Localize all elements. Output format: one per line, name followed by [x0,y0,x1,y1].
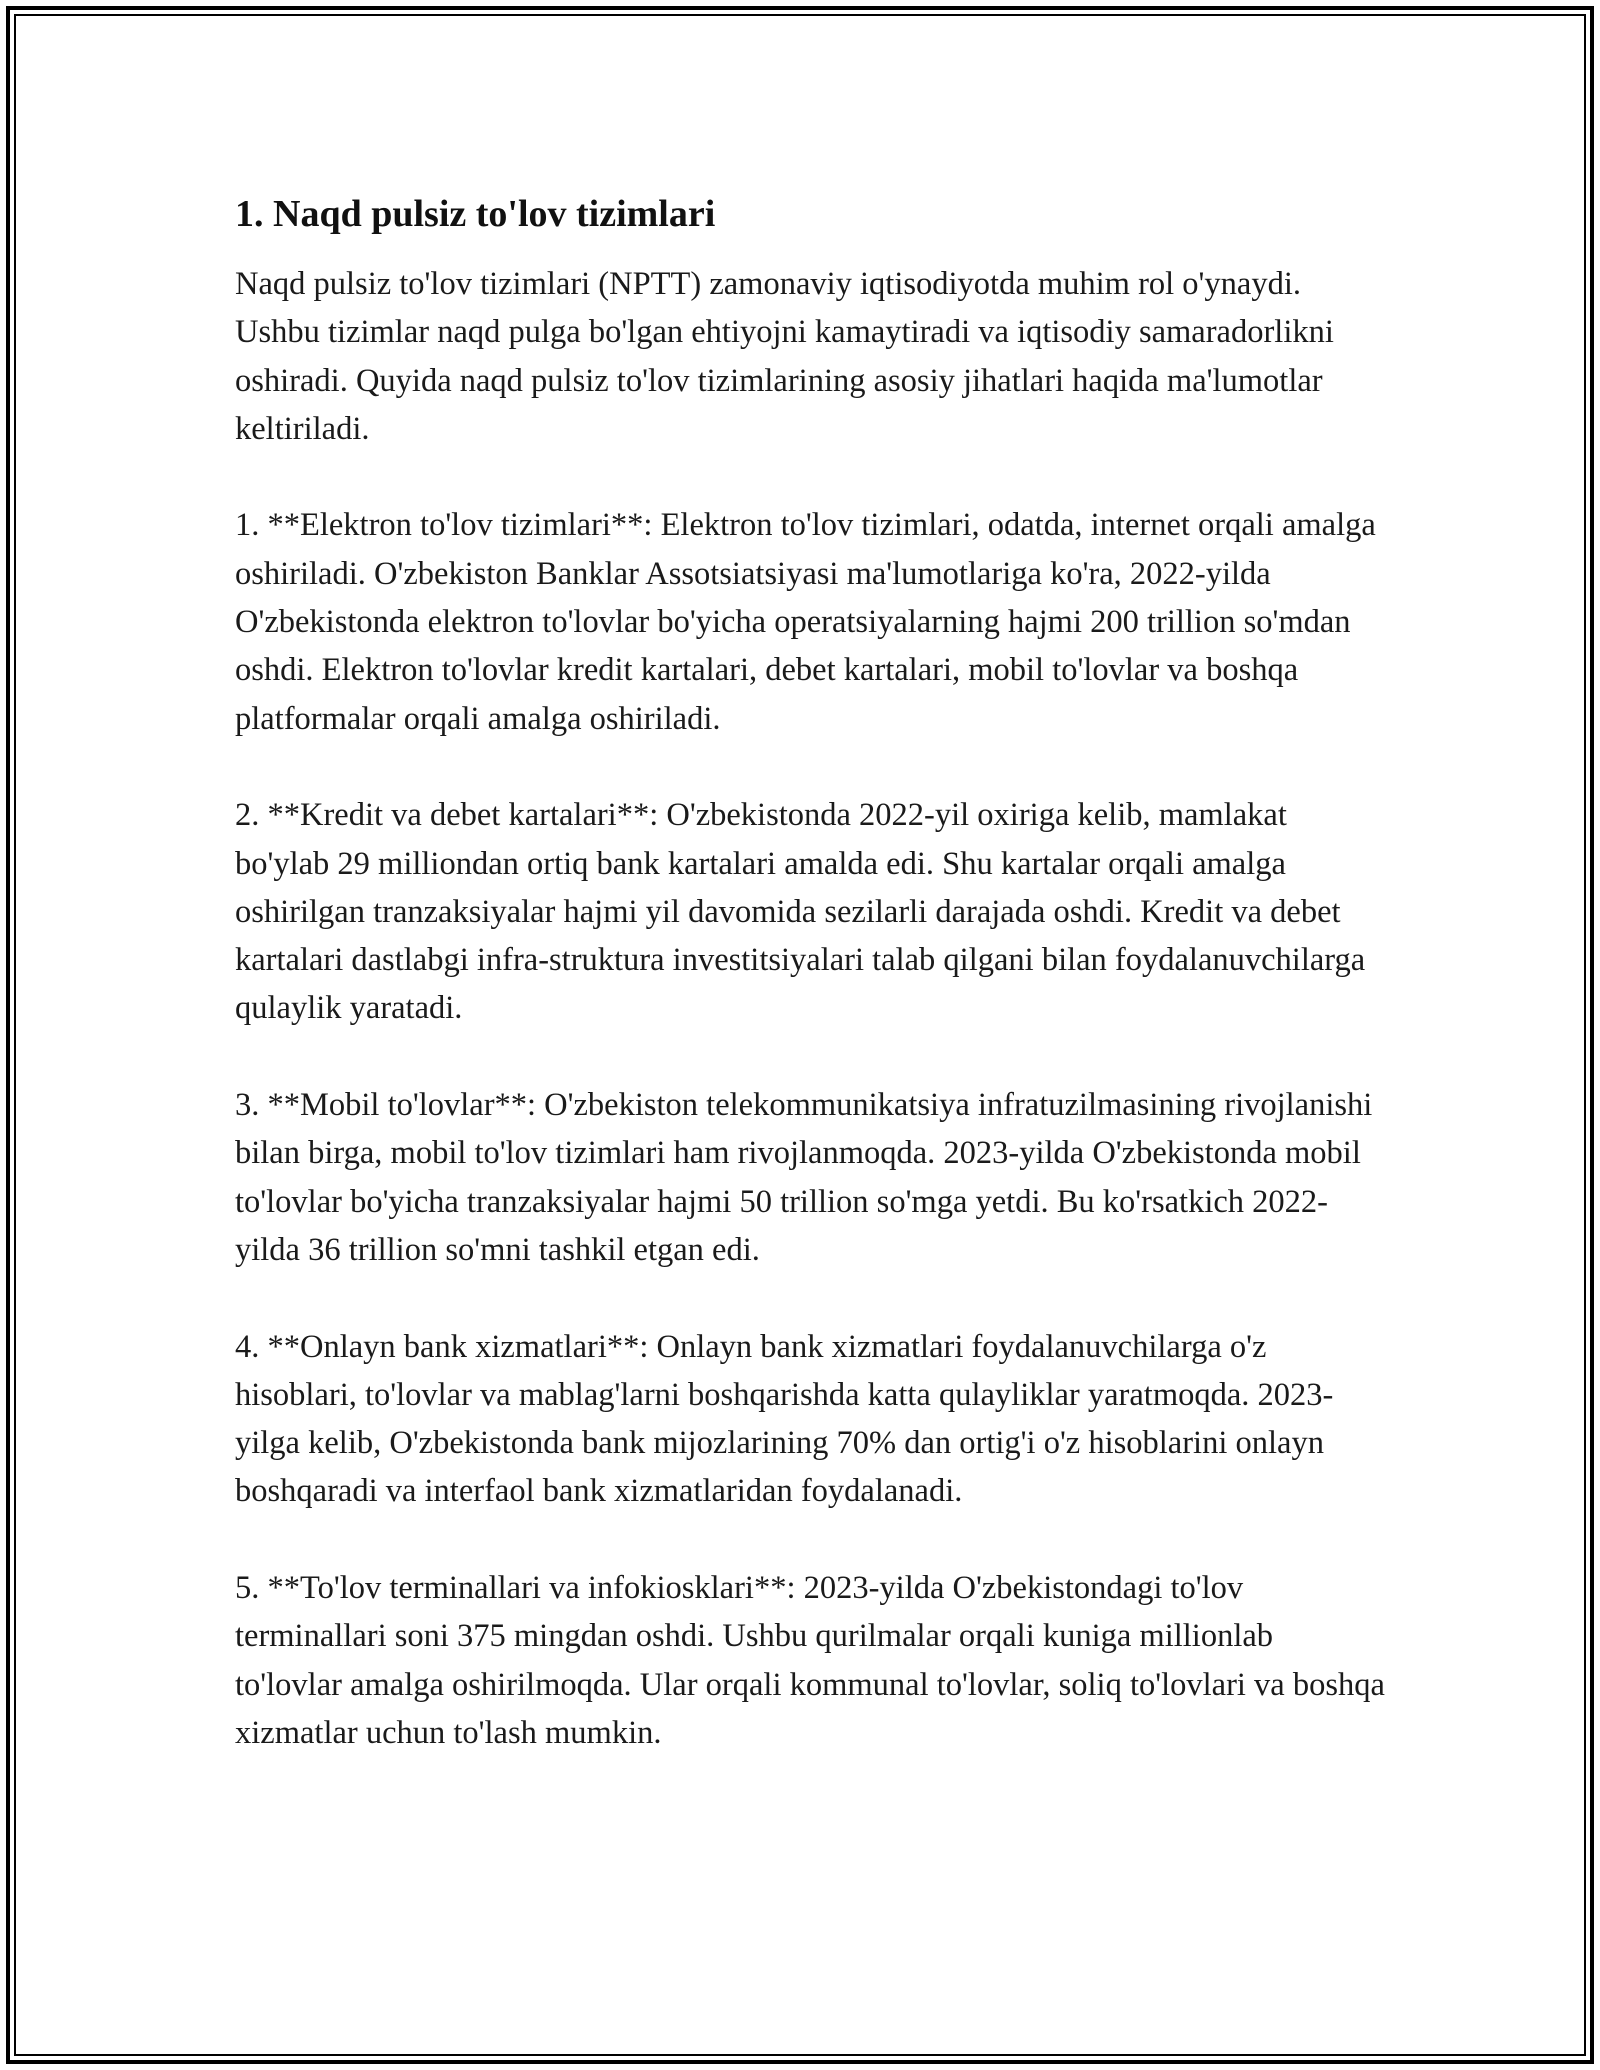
section-title: 1. Naqd pulsiz to'lov tizimlari [235,193,716,235]
item-online-banking: 4. **Onlayn bank xizmatlari**: Onlayn bank xizmatlari foydalanuvchilarga o'z hisoblari, to'lovlar va mablag'larni boshqarishda katta qulayliklar yaratmoqda. 2023-yilga kelib, O'zbekistonda bank mijozlarining 70% dan ortig'i o'z hisoblarini onlayn boshqaradi va interfaol bank xizmatlaridan foydalanadi. [235,1328,1334,1510]
item-mobile-payments: 3. **Mobil to'lovlar**: O'zbekiston telekommunikatsiya infratuzilmasining rivojlanishi bilan birga, mobil to'lov tizimlari ham rivojlanmoqda. 2023-yilda O'zbekistonda mobil to'lovlar bo'yicha tranzaksiyalar hajmi 50 trillion so'mga yetdi. Bu ko'rsatkich 2022-yilda 36 trillion so'mni tashkil etgan edi. [235,1087,1373,1268]
document-body [235,188,1385,1806]
intro-paragraph: Naqd pulsiz to'lov tizimlari (NPTT) zamonaviy iqtisodiyotda muhim rol o'ynaydi. Ushbu tizimlar naqd pulga bo'lgan ehtiyojni kamaytiradi va iqtisodiy samaradorlikni oshiradi. Quyida naqd pulsiz to'lov tizimlarining asosiy jihatlari haqida ma'lumotlar keltiriladi. [235,266,1334,447]
item-credit-debit-cards: 2. **Kredit va debet kartalari**: O'zbekistonda 2022-yil oxiriga kelib, mamlakat bo'ylab 29 milliondan ortiq bank kartalari amalda edi. Shu kartalar orqali amalga oshirilgan tranzaksiyalar hajmi yil davomida sezilarli darajada oshdi. Kredit va debet kartalari dastlabgi infra-struktura investitsiyalari talab qilgani bilan foydalanuvchilarga qulaylik yaratadi. [235,797,1366,1027]
item-electronic-payments: 1. **Elektron to'lov tizimlari**: Elektron to'lov tizimlari, odatda, internet orqali amalga oshiriladi. O'zbekiston Banklar Assotsiatsiyasi ma'lumotlariga ko'ra, 2022-yilda O'zbekistonda elektron to'lovlar bo'yicha operatsiyalarning hajmi 200 trillion so'mdan oshdi. Elektron to'lovlar kredit kartalari, debet kartalari, mobil to'lovlar va boshqa platformalar orqali amalga oshiriladi. [235,507,1376,737]
item-payment-terminals: 5. **To'lov terminallari va infokiosklari**: 2023-yilda O'zbekistondagi to'lov terminallari soni 375 mingdan oshdi. Ushbu qurilmalar orqali kuniga millionlab to'lovlar amalga oshirilmoqda. Ular orqali kommunal to'lovlar, soliq to'lovlari va boshqa xizmatlar uchun to'lash mumkin. [235,1570,1385,1751]
